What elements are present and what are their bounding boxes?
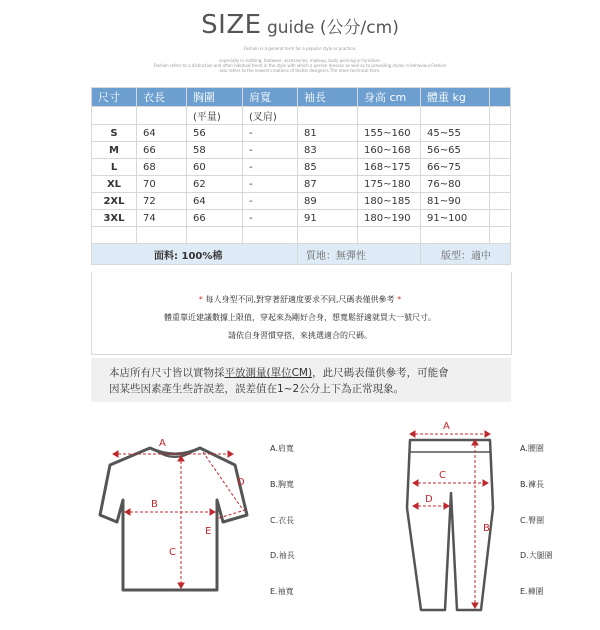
table-cell: 66 — [137, 142, 187, 159]
table-cell: 155~160 — [358, 125, 421, 142]
table-cell: 70 — [137, 176, 187, 193]
title-rest: guide (公分/cm) — [261, 18, 399, 38]
table-subheader-row — [92, 107, 511, 125]
note-line-1: * 每人身型不同,對穿著舒適度要求不同,尺碼表僅供參考 * — [198, 295, 402, 304]
sub-cell — [92, 107, 137, 125]
letter-d: D — [425, 494, 433, 505]
table-cell: 76~80 — [421, 176, 490, 193]
header-height: 身高 cm — [358, 88, 421, 107]
table-cell: 58 — [187, 142, 243, 159]
table-cell: 91~100 — [421, 210, 490, 227]
arrow-d-right — [444, 503, 449, 509]
table-cell — [490, 193, 511, 210]
table-cell: 85 — [298, 159, 358, 176]
table-cell: 62 — [187, 176, 243, 193]
table-cell: 89 — [298, 193, 358, 210]
header-extra — [490, 88, 511, 107]
table-row — [92, 159, 511, 176]
letter-e: E — [205, 526, 212, 537]
sub-cell — [358, 107, 421, 125]
table-row — [92, 125, 511, 142]
table-cell: 168~175 — [358, 159, 421, 176]
table-cell: - — [243, 125, 298, 142]
table-cell: - — [243, 176, 298, 193]
size-cell: S — [92, 125, 137, 142]
table-row — [92, 193, 511, 210]
shirt-label-c: C.衣長 — [270, 516, 295, 525]
table-cell: 64 — [137, 125, 187, 142]
table-cell: - — [243, 142, 298, 159]
note-text-1: 每人身型不同,對穿著舒適度要求不同,尺碼表僅供參考 — [205, 295, 395, 304]
table-cell: - — [243, 159, 298, 176]
table-cell: 60 — [187, 159, 243, 176]
fine-print-3: Fashion refers to a distinctive and often habitual trend in the style with which a person dresses as well as to prevailing styles in behaviour.Fashion — [153, 63, 447, 68]
sub-cell — [421, 107, 490, 125]
letter-b: B — [151, 499, 158, 510]
pants-label-c: C.臀圍 — [520, 516, 545, 525]
arrow-c-left — [413, 480, 418, 486]
table-cell — [490, 159, 511, 176]
header-weight: 體重 kg — [421, 88, 490, 107]
fine-print-4: also refers to the newest creations of textile designers.The more technical term, — [219, 68, 381, 73]
table-cell: 45~55 — [421, 125, 490, 142]
tshirt-outline — [100, 448, 247, 590]
sub-cell — [298, 107, 358, 125]
texture-cell: 質地：無彈性 — [298, 244, 421, 265]
table-cell — [490, 125, 511, 142]
size-cell: 3XL — [92, 210, 137, 227]
note-line-3: 請依自身習慣穿搭，來挑選適合的尺碼。 — [228, 331, 372, 340]
sub-cell — [137, 107, 187, 125]
sub-cell — [490, 107, 511, 125]
size-cell: 2XL — [92, 193, 137, 210]
table-cell: 81~90 — [421, 193, 490, 210]
letter-c: C — [439, 470, 446, 481]
note-line-2: 體重靠近建議數據上限值，穿起來為剛好合身，想寬鬆舒適就買大一號尺寸。 — [164, 313, 436, 322]
table-cell: 56 — [187, 125, 243, 142]
letter-a: A — [443, 421, 450, 432]
table-cell — [490, 142, 511, 159]
arrow-a-left — [113, 451, 118, 457]
table-cell: - — [243, 193, 298, 210]
arrow-c-bottom — [178, 583, 184, 588]
arrow-d-left — [413, 503, 418, 509]
table-row-blank — [92, 227, 511, 244]
table-cell: 74 — [137, 210, 187, 227]
size-cell: M — [92, 142, 137, 159]
table-header-row — [92, 88, 511, 107]
header-sleeve: 袖長 — [298, 88, 358, 107]
table-cell: 160~168 — [358, 142, 421, 159]
pants-diagram — [395, 418, 505, 618]
disclaimer-box — [91, 358, 511, 402]
arrow-c-right — [483, 480, 488, 486]
letter-c: C — [169, 547, 176, 558]
disclaimer-underline: 平放測量(單位CM) — [224, 367, 313, 379]
arrow-a-right — [228, 451, 233, 457]
fit-cell: 版型：適中 — [421, 244, 511, 265]
fabric-row — [92, 244, 511, 265]
arrow-a-left — [410, 431, 415, 437]
size-table — [91, 87, 511, 265]
title-main: SIZE — [201, 10, 262, 40]
table-cell: 64 — [187, 193, 243, 210]
table-cell: 72 — [137, 193, 187, 210]
table-cell: 175~180 — [358, 176, 421, 193]
table-row — [92, 210, 511, 227]
table-cell: 56~65 — [421, 142, 490, 159]
table-cell — [490, 210, 511, 227]
size-cell: L — [92, 159, 137, 176]
table-cell: 87 — [298, 176, 358, 193]
header-chest: 胸圍 — [187, 88, 243, 107]
table-cell: 66 — [187, 210, 243, 227]
header-size: 尺寸 — [92, 88, 137, 107]
table-cell: 180~190 — [358, 210, 421, 227]
letter-b: B — [483, 523, 490, 534]
shirt-label-b: B.胸寬 — [270, 480, 295, 489]
arrow-a-right — [485, 431, 490, 437]
table-row — [92, 176, 511, 193]
table-cell: 81 — [298, 125, 358, 142]
shirt-label-e: E.袖寬 — [270, 587, 294, 596]
arrow-b-right — [210, 509, 215, 515]
table-cell: 91 — [298, 210, 358, 227]
pants-label-d: D.大腿圍 — [520, 551, 553, 560]
arrow-b-bottom — [472, 603, 478, 608]
pants-label-b: B.褲長 — [520, 480, 545, 489]
table-cell: 83 — [298, 142, 358, 159]
table-cell: 66~75 — [421, 159, 490, 176]
fabric-cell: 面料: 100%棉 — [92, 244, 298, 265]
table-cell: - — [243, 210, 298, 227]
fine-print-1: Fashion is a general term for a popular style or practice, — [243, 46, 357, 51]
arrow-b-left — [125, 509, 130, 515]
header-shoulder: 肩寬 — [243, 88, 298, 107]
shirt-label-a: A.肩寬 — [270, 444, 294, 453]
size-cell: XL — [92, 176, 137, 193]
letter-a: A — [159, 438, 166, 449]
sub-cell: (平量) — [187, 107, 243, 125]
table-cell: 180~185 — [358, 193, 421, 210]
letter-d: D — [237, 477, 245, 488]
disclaimer-line-1: 本店所有尺寸皆以實物採平放測量(單位CM)，此尺碼表僅供參考，可能會 — [109, 367, 449, 379]
pants-outline — [407, 440, 493, 610]
table-cell — [490, 176, 511, 193]
table-row — [92, 142, 511, 159]
tshirt-diagram — [95, 430, 255, 600]
page-title — [0, 10, 600, 40]
shirt-label-d: D.袖長 — [270, 551, 295, 560]
sub-cell: (叉肩) — [243, 107, 298, 125]
pants-label-e: E.褲圍 — [520, 587, 544, 596]
disclaimer-line-2: 因某些因素產生些許誤差，誤差值在1~2公分上下為正常現象。 — [109, 383, 405, 395]
fine-print-2: especially in clothing, footwear, accessories, makeup, body piercing or furniture. — [219, 58, 381, 63]
table-cell: 68 — [137, 159, 187, 176]
header-length: 衣長 — [137, 88, 187, 107]
pants-label-a: A.腰圍 — [520, 444, 544, 453]
